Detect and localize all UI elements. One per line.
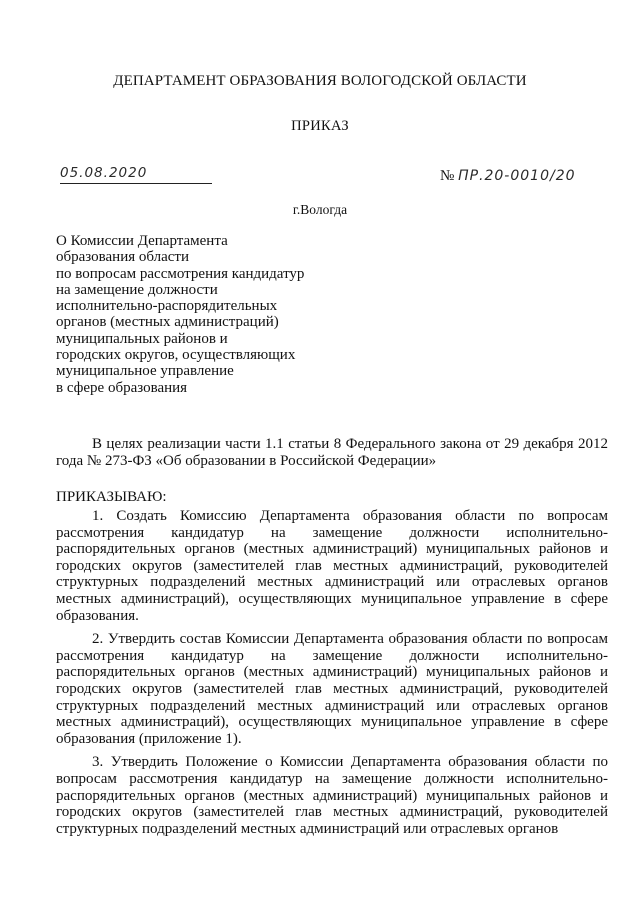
subject-line: на замещение должности [56,281,218,298]
subject-line: городских округов, осуществляющих [56,347,296,364]
order-number-field [440,168,576,185]
order-item-3: 3. Утвердить Положение о Комиссии Департамента образования области по вопросам рассмотрения кандидатур на замещение должности исполнительно-распорядительных органов (местных администраций) муниципальных районов и городских округов (заместителей глав местных администраций, руководителей структурных подразделений местных администраций или отраслевых органов [56,754,608,837]
subject-line: по вопросам рассмотрения кандидатур [56,265,305,282]
subject-line: муниципальное управление [56,363,234,380]
subject-line: образования области [56,249,190,266]
preamble-paragraph: В целях реализации части 1.1 статьи 8 Федерального закона от 29 декабря 2012 года № 273-ФЗ «Об образовании в Российской Федерации» [56,436,608,469]
order-items [56,508,608,844]
subject-line: органов (местных администраций) [56,314,279,331]
subject-line: О Комиссии Департамента [56,233,228,249]
subject-line: исполнительно-распорядительных [56,298,278,315]
subject-line: в сфере образования [56,379,188,396]
order-number-handwritten: ПР.20-0010/20 [458,168,576,184]
order-item-2: 2. Утвердить состав Комиссии Департамента образования области по вопросам рассмотрения кандидатур на замещение должности исполнительно-распорядительных органов (местных администраций) муниципальных районов и городских округов (заместителей глав местных администраций, руководителей структурных подразделений местных администраций или отраслевых органов местных администраций), осуществляющих муниципальное управление в сфере образования (приложение 1). [56,631,608,747]
subject-line: муниципальных районов и [56,330,228,347]
number-sign: № [440,168,455,184]
city-label: г.Вологда [292,202,348,217]
document-type-heading: ПРИКАЗ [291,118,349,134]
subject-block [56,233,416,396]
order-date-field [60,166,212,184]
department-heading: ДЕПАРТАМЕНТ ОБРАЗОВАНИЯ ВОЛОГОДСКОЙ ОБЛАСТИ [113,73,527,89]
order-date-handwritten: 05.08.2020 [60,165,148,181]
order-directive-word: ПРИКАЗЫВАЮ: [56,489,167,505]
order-item-1: 1. Создать Комиссию Департамента образования области по вопросам рассмотрения кандидатур на замещение должности исполнительно-распорядительных органов (местных администраций) муниципальных районов и городских округов (заместителей глав местных администраций, руководителей структурных подразделений местных администраций или отраслевых органов местных администраций), осуществляющих муниципальное управление в сфере образования. [56,508,608,624]
